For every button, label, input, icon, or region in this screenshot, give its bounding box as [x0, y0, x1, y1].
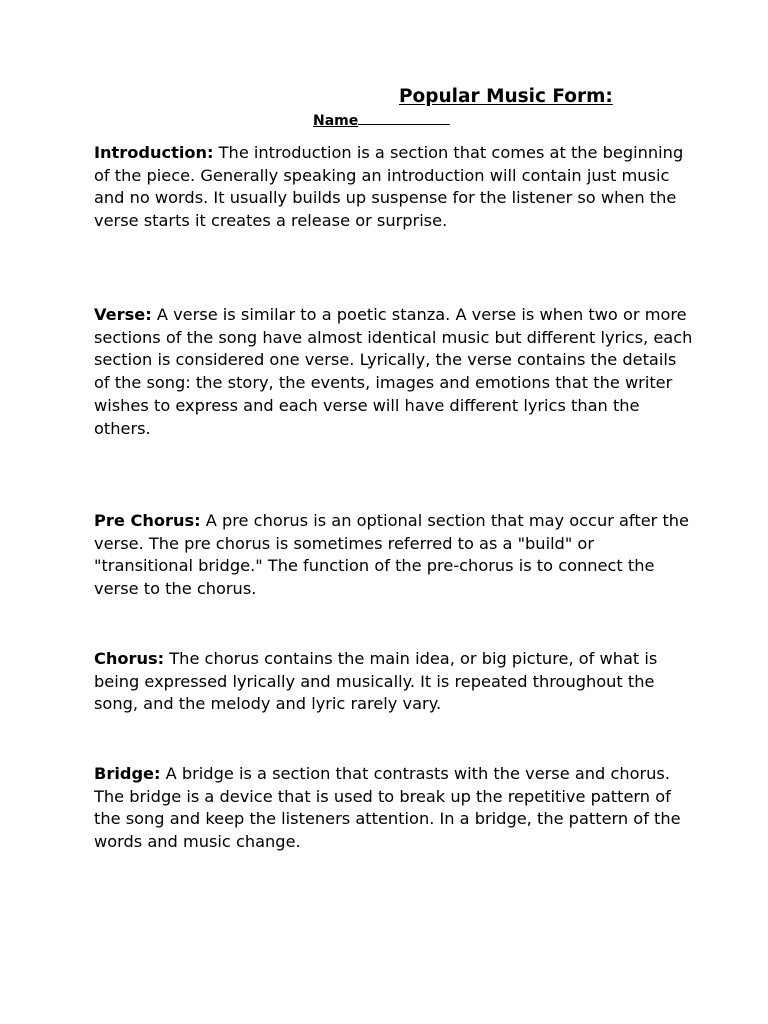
definition-bridge: A bridge is a section that contrasts with the verse and chorus. The bridge is a device that is used to break up the repetitive pattern of the song and keep the listeners attention. In a bridge, the pattern of the words and music change.: [94, 764, 681, 852]
definition-chorus: The chorus contains the main idea, or big picture, of what is being expressed lyrically and musically. It is repeated throughout the song, and the melody and lyric rarely vary.: [94, 649, 658, 714]
name-field: [313, 111, 450, 129]
section-introduction: [94, 142, 694, 233]
name-label: Name: [313, 113, 359, 129]
term-chorus: Chorus:: [94, 649, 165, 668]
term-verse: Verse:: [94, 305, 152, 324]
term-pre-chorus: Pre Chorus:: [94, 511, 201, 530]
definition-verse: A verse is similar to a poetic stanza. A verse is when two or more sections of the song have almost identical music but different lyrics, each section is considered one verse. Lyrically, the verse contains the details of the song: the story, the events, images and emotions that the writer wishes to express and each verse will have different lyrics than the others.: [94, 305, 693, 438]
section-bridge: [94, 763, 694, 854]
section-verse: [94, 304, 694, 440]
document-title: Popular Music Form:: [399, 86, 613, 107]
definition-introduction: The introduction is a section that comes at the beginning of the piece. Generally speaking an introduction will contain just music and no words. It usually builds up suspense for the listener so when the verse starts it creates a release or surprise.: [94, 143, 684, 231]
term-bridge: Bridge:: [94, 764, 161, 783]
name-blank-line: [358, 111, 450, 125]
section-chorus: [94, 648, 694, 716]
term-introduction: Introduction:: [94, 143, 214, 162]
definition-pre-chorus: A pre chorus is an optional section that may occur after the verse. The pre chorus is sometimes referred to as a "build" or "transitional bridge." The function of the pre-chorus is to connect the verse to the chorus.: [94, 511, 690, 599]
section-pre-chorus: [94, 510, 694, 601]
